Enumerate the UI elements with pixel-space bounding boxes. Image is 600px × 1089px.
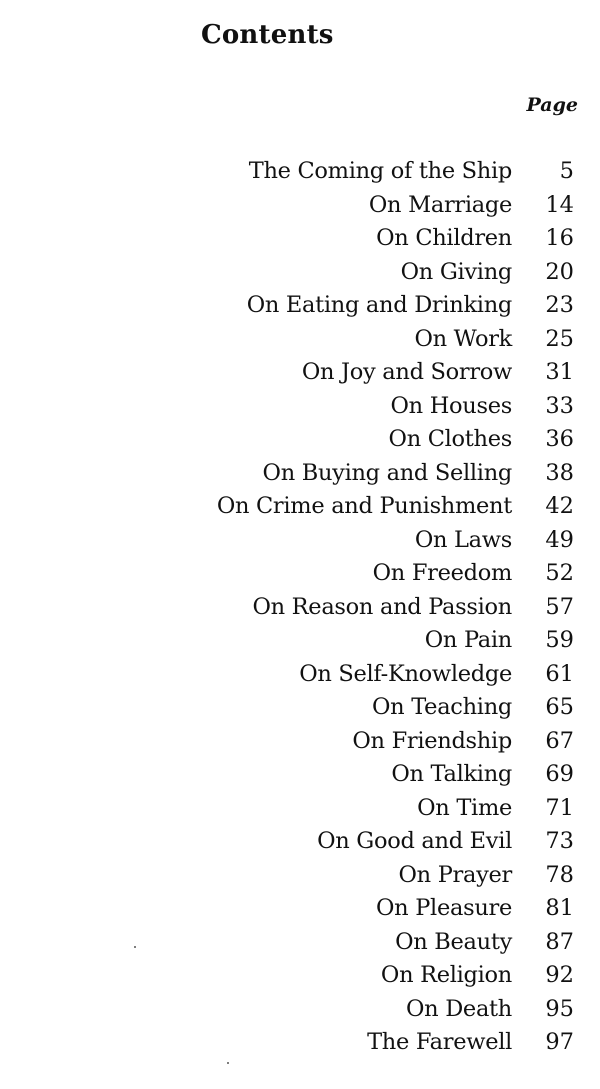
print-speck: [227, 1062, 229, 1064]
toc-page-number: 71: [545, 794, 574, 821]
toc-entry: [0, 725, 600, 759]
toc-entry: [0, 390, 600, 424]
toc-page-number: 61: [545, 660, 574, 687]
toc-entry: [0, 691, 600, 725]
toc-chapter-title: On Death: [406, 995, 512, 1022]
toc-entry: [0, 289, 600, 323]
toc-chapter-title: On Crime and Punishment: [216, 493, 512, 519]
toc-chapter-title: On Good and Evil: [317, 828, 512, 854]
toc-chapter-title: On Joy and Sorrow: [301, 359, 512, 385]
toc-chapter-title: On Time: [417, 794, 512, 821]
toc-chapter-title: On Laws: [414, 526, 512, 553]
toc-page-number: 52: [545, 560, 574, 586]
table-of-contents: [0, 155, 600, 1060]
toc-entry: [0, 792, 600, 826]
toc-page-number: 78: [545, 861, 574, 888]
toc-page-number: 38: [545, 459, 574, 486]
toc-page-number: 16: [545, 225, 574, 251]
toc-page-number: 42: [545, 493, 574, 519]
toc-page-number: 57: [545, 593, 574, 620]
toc-entry: [0, 155, 600, 189]
toc-chapter-title: On Talking: [391, 761, 512, 787]
toc-entry: [0, 624, 600, 658]
page-column-heading: Page: [526, 94, 578, 116]
toc-chapter-title: On Religion: [380, 962, 512, 988]
toc-chapter-title: The Farewell: [367, 1029, 512, 1055]
toc-chapter-title: On Pain: [424, 627, 512, 653]
toc-chapter-title: On Marriage: [368, 191, 512, 218]
toc-chapter-title: On Reason and Passion: [252, 593, 512, 620]
toc-entry: [0, 323, 600, 357]
toc-page-number: 81: [545, 895, 574, 921]
print-speck: [134, 946, 136, 948]
toc-page-number: 87: [545, 928, 574, 955]
toc-entry: [0, 557, 600, 591]
toc-chapter-title: On Beauty: [395, 928, 512, 955]
toc-page-number: 97: [545, 1029, 574, 1055]
toc-entry: [0, 993, 600, 1027]
toc-chapter-title: On Giving: [400, 258, 512, 285]
toc-entry: [0, 457, 600, 491]
toc-entry: [0, 825, 600, 859]
toc-page-number: 69: [545, 761, 574, 787]
toc-page-number: 23: [545, 292, 574, 318]
toc-entry: [0, 859, 600, 893]
toc-entry: [0, 658, 600, 692]
toc-chapter-title: On Self-Knowledge: [299, 660, 512, 687]
toc-page-number: 65: [545, 694, 574, 720]
toc-page-number: 14: [545, 191, 574, 218]
toc-chapter-title: On Work: [414, 325, 512, 352]
toc-page-number: 31: [545, 359, 574, 385]
toc-entry: [0, 591, 600, 625]
toc-chapter-title: On Buying and Selling: [262, 459, 512, 486]
toc-page-number: 73: [545, 828, 574, 854]
toc-page-number: 49: [545, 526, 574, 553]
toc-page-number: 95: [545, 995, 574, 1022]
toc-chapter-title: On Friendship: [352, 727, 512, 754]
toc-page-number: 59: [545, 627, 574, 653]
toc-chapter-title: On Eating and Drinking: [246, 292, 512, 318]
toc-entry: [0, 256, 600, 290]
toc-entry: [0, 423, 600, 457]
toc-chapter-title: On Freedom: [372, 560, 512, 586]
toc-page-number: 25: [545, 325, 574, 352]
toc-page-number: 5: [559, 158, 574, 184]
toc-chapter-title: On Pleasure: [376, 895, 512, 921]
toc-entry: [0, 189, 600, 223]
toc-entry: [0, 959, 600, 993]
toc-chapter-title: On Prayer: [398, 861, 512, 888]
page-title: Contents: [201, 20, 334, 50]
toc-entry: [0, 524, 600, 558]
toc-entry: [0, 222, 600, 256]
toc-entry: [0, 758, 600, 792]
toc-chapter-title: On Teaching: [372, 694, 512, 720]
toc-entry: [0, 356, 600, 390]
toc-chapter-title: On Houses: [390, 392, 512, 419]
toc-page-number: 20: [545, 258, 574, 285]
toc-chapter-title: On Children: [376, 225, 512, 251]
toc-entry: [0, 1026, 600, 1060]
toc-page-number: 36: [545, 426, 574, 452]
toc-chapter-title: The Coming of the Ship: [248, 158, 512, 184]
toc-chapter-title: On Clothes: [388, 426, 512, 452]
toc-entry: [0, 490, 600, 524]
toc-entry: [0, 892, 600, 926]
toc-page-number: 67: [545, 727, 574, 754]
toc-page-number: 92: [545, 962, 574, 988]
toc-entry: [0, 926, 600, 960]
toc-page-number: 33: [545, 392, 574, 419]
